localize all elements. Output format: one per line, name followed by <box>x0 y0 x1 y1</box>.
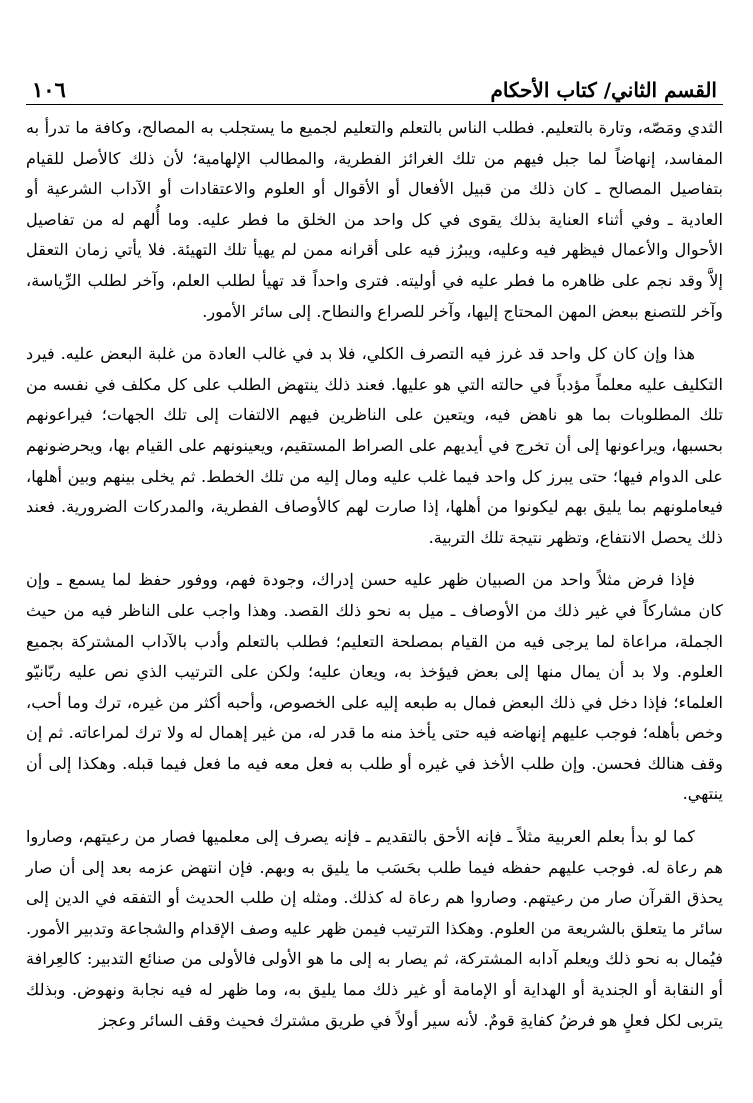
paragraph-1: الثدي ومَصّه، وتارة بالتعليم. فطلب الناس بالتعلم والتعليم لجميع ما يستجلب به المصالح، وكافة ما تدرأ به المفاسد، إنهاضاً لما جبل فيهم من تلك الغرائز الفطرية، والمطالب الإلهامية؛ لأن ذلك كالأصل للقيام بتفاصيل المصالح ـ كان ذلك من قبيل الأفعال أو الأقوال أو العلوم والاعتقادات أو الآداب الشرعية أو العادية ـ وفي أثناء العناية بذلك يقوى في كل واحد من الخلق ما فطر عليه. وما أُلهم له من تفاصيل الأحوال والأعمال فيظهر فيه وعليه، ويبرُز فيه على أقرانه ممن لم يهيأ تلك التهيئة. فلا يأتي زمان التعقل إلاَّ وقد نجم على ظاهره ما فطر عليه في أوليته. فترى واحداً قد تهيأ لطلب العلم، وآخر لطلب الرِّياسة، وآخر للتصنع ببعض المهن المحتاج إليها، وآخر للصراع والنطاح. إلى سائر الأمور. <box>26 118 723 321</box>
page-body <box>26 113 723 1036</box>
paragraph-2: هذا وإن كان كل واحد قد غرز فيه التصرف الكلي، فلا بد في غالب العادة من غلبة البعض عليه. فيرد التكليف عليه معلماً مؤدباً في حالته التي هو عليها. فعند ذلك ينتهض الطلب على كل مكلف في نفسه من تلك المطلوبات بما هو ناهض فيه، ويتعين على الناظرين فيهم الالتفات إلى تلك الجهات؛ فيراعونهم بحسبها، ويراعونها إلى أن تخرج في أيديهم على الصراط المستقيم، ويعينونهم على القيام بها، ويحرضونهم على الدوام فيها؛ حتى يبرز كل واحد فيما غلب عليه ومال إليه من تلك الخطط. ثم يخلى بينهم وبين أهلها، فيعاملونهم بما يليق بهم ليكونوا من أهلها، إذا صارت لهم كالأوصاف الفطرية، والمدركات الضرورية. فعند ذلك يحصل الانتفاع، وتظهر نتيجة تلك التربية. <box>26 344 723 547</box>
running-title: القسم الثاني/ كتاب الأحكام <box>490 78 717 102</box>
running-header <box>26 66 723 105</box>
paragraph-4: كما لو بدأ بعلم العربية مثلاً ـ فإنه الأحق بالتقديم ـ فإنه يصرف إلى معلميها فصار من رعيتهم، وصاروا هم رعاة له. فوجب عليهم حفظه فيما طلب بحَسَب ما يليق به وبهم. فإن انتهض عزمه بعد إلى أن صار يحذق القرآن صار من رعيتهم. وصاروا هم رعاة له كذلك. ومثله إن طلب الحديث أو التفقه في الدين إلى سائر ما يتعلق بالشريعة من العلوم. وهكذا الترتيب فيمن ظهر عليه وصف الإقدام والشجاعة وتدبير الأمور. فيُمال به نحو ذلك ويعلم آدابه المشتركة، ثم يصار به إلى ما هو الأولى فالأولى من صنائع التدبير: كالعِرافة أو النقابة أو الجندية أو الهداية أو الإمامة أو غير ذلك مما يليق به، وما ظهر له فيه نجابة ونهوض. وبذلك يتربى لكل فعلٍ هو فرضُ كفايةِ قومٌ. لأنه سير أولاً في طريق مشترك فحيث وقف السائر وعجز <box>26 827 723 1030</box>
page-number: ١٠٦ <box>32 77 66 102</box>
paragraph-3: فإذا فرض مثلاً واحد من الصبيان ظهر عليه حسن إدراك، وجودة فهم، ووفور حفظ لما يسمع ـ وإن كان مشاركاً في غير ذلك من الأوصاف ـ ميل به نحو ذلك القصد. وهذا واجب على الناظر فيه من حيث الجملة، مراعاة لما يرجى فيه من القيام بمصلحة التعليم؛ فطلب بالتعلم وأدب بالآداب المشتركة بجميع العلوم. ولا بد أن يمال منها إلى بعض فيؤخذ به، ويعان عليه؛ ولكن على الترتيب الذي نص عليه ربّانيّو العلماء؛ فإذا دخل في ذلك البعض فمال به طبعه إليه على الخصوص، وأحبه أكثر من غيره، ترك وما أحب، وخص بأهله؛ فوجب عليهم إنهاضه فيه حتى يأخذ منه ما قدر له، من غير إهمال له ولا ترك لمراعاته. ثم إن وقف هنالك فحسن. وإن طلب الأخذ في غيره أو طلب به فعل معه فيه ما فعل فيما قبله. وهكذا إلى أن ينتهي. <box>26 570 723 804</box>
